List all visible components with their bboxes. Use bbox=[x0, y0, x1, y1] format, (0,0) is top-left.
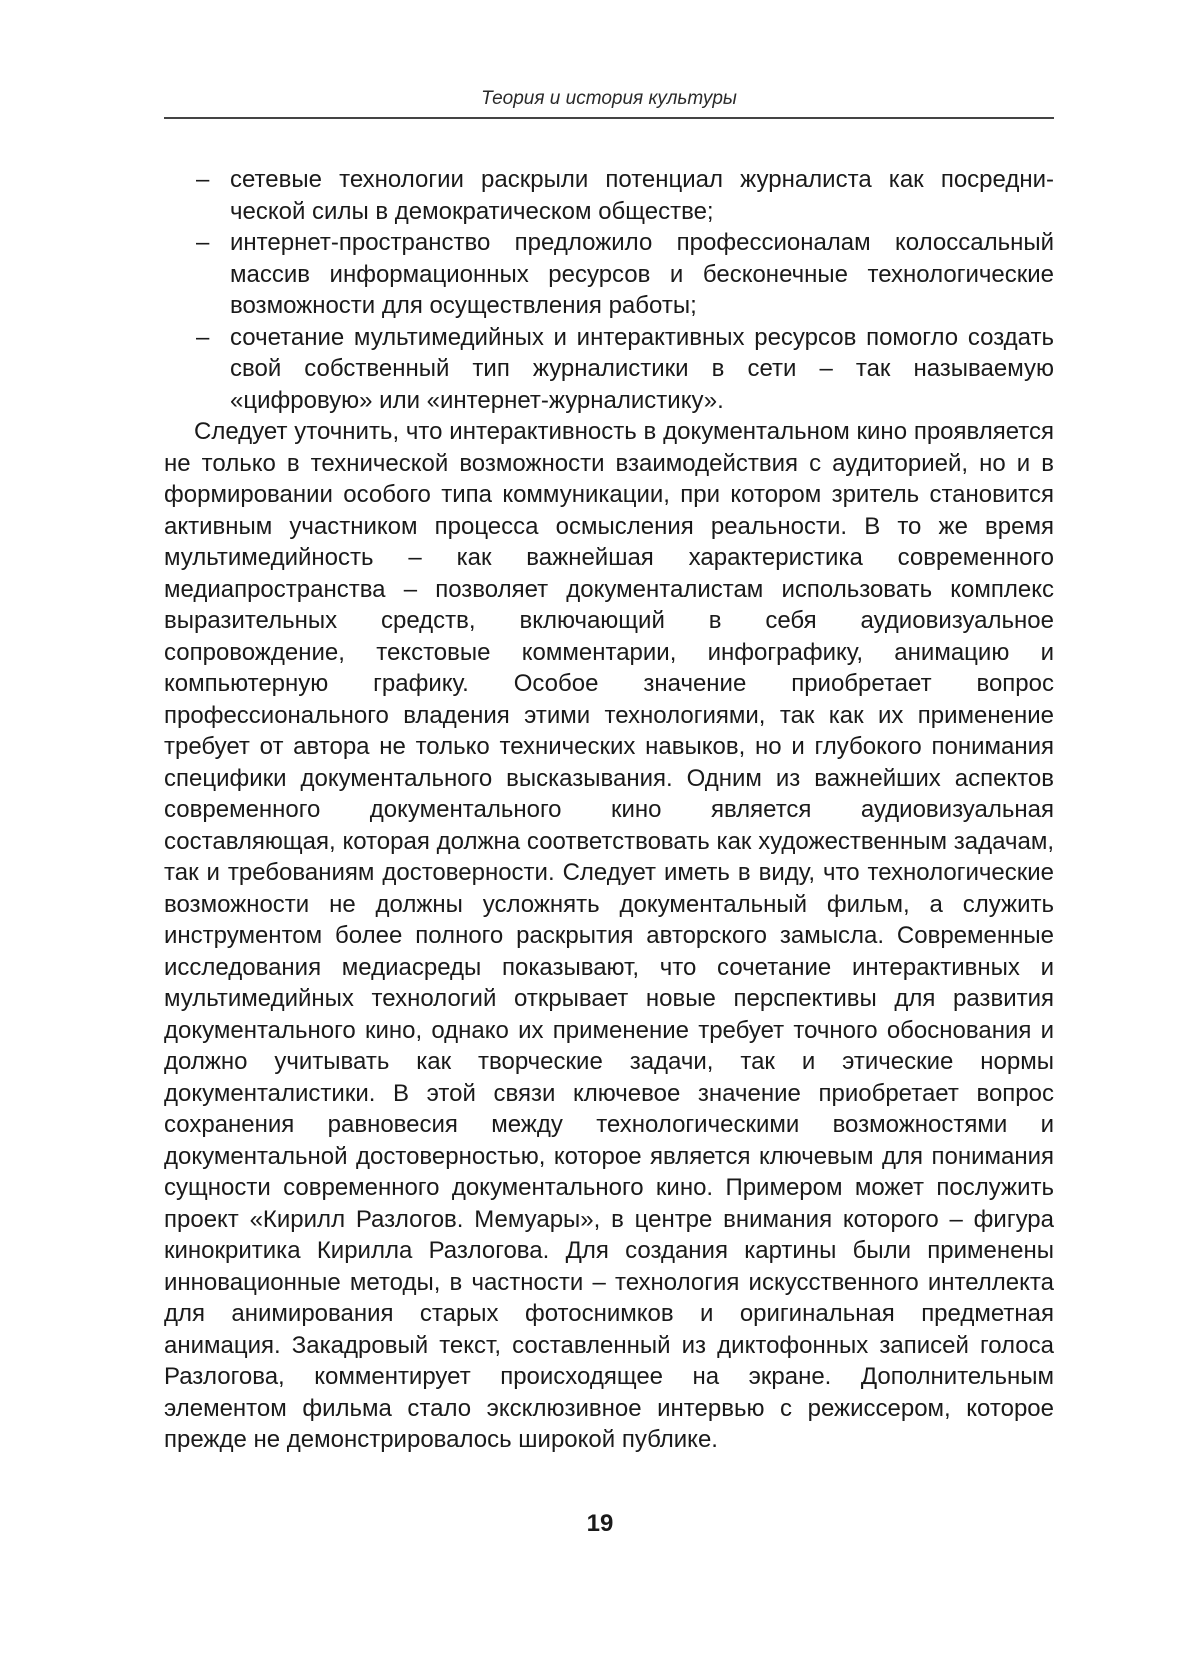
dash-marker: – bbox=[196, 166, 210, 193]
list-item bbox=[164, 322, 1054, 417]
main-paragraph: Следует уточнить, что интерактивность в документальном кино проявляется не только в технической возможности взаимодействия с аудиторией, но и в формировании особого типа коммуникации, при котором зритель становится активным участником процесса осмысления реальности. В то же время мультимедийность – как важнейшая характеристика современного медиапространства – позволяет документалистам использовать комплекс выразительных средств, включающий в себя аудиовизуальное сопровождение, текстовые комментарии, инфографику, анимацию и компьютерную графику. Особое значение приобретает вопрос профессионального владения этими технологиями, так как их применение требует от автора не только технических навыков, но и глубокого понимания специфики документального высказывания. Одним из важнейших аспектов современного документального кино является аудиовизуальная составляющая, которая должна соответствовать как художественным задачам, так и требованиям достоверности. Следует иметь в виду, что технологические возможности не должны усложнять документальный фильм, а служить инструментом более полного раскрытия авторского замысла. Современные исследования медиасреды показывают, что сочетание интерактивных и мультимедийных технологий открывает новые перспективы для развития документального кино, однако их применение требует точного обоснования и должно учитывать как творческие задачи, так и этические нормы документалистики. В этой связи ключевое значение приобретает вопрос сохранения равновесия между технологическими возможностями и документальной достоверностью, которое является ключевым для понимания сущности современного документального кино. Примером может послужить проект «Кирилл Разлогов. Мемуары», в центре внимания которого – фигура кинокритика Кирилла Разлогова. Для создания картины были применены инновационные методы, в частности – технология искусственного интеллекта для анимирования старых фотоснимков и оригинальная предметная анимация. Закадровый текст, составленный из диктофонных записей голоса Разлогова, комментирует происходящее на экране. Дополнительным элементом фильма стало эксклюзивное интервью с режиссером, которое прежде не демонстрировалось широкой публике. bbox=[164, 418, 1054, 1453]
list-item-text: сочетание мультимедийных и интерактивных ресурсов помогло создать свой собственный тип журналистики в сети – так называемую «цифровую» или «интернет-журналистику». bbox=[230, 323, 1054, 414]
list-item bbox=[164, 164, 1054, 227]
page-number: 19 bbox=[586, 1510, 614, 1537]
list-item-text: сетевые технологии раскрыли потенциал журналиста как посреднической силы в демократическом обществе; bbox=[230, 166, 1054, 225]
list-item-text: интернет-пространство предложило профессионалам колоссальный массив информационных ресурсов и бесконечные технологические возможности для осуществления работы; bbox=[230, 229, 1054, 319]
body-text bbox=[164, 164, 1054, 1456]
running-header: Теория и история культуры bbox=[481, 88, 737, 109]
list-item bbox=[164, 227, 1054, 322]
bullet-list bbox=[164, 164, 1054, 416]
dash-marker: – bbox=[196, 323, 210, 351]
header-divider bbox=[164, 117, 1054, 119]
dash-marker: – bbox=[196, 229, 210, 256]
